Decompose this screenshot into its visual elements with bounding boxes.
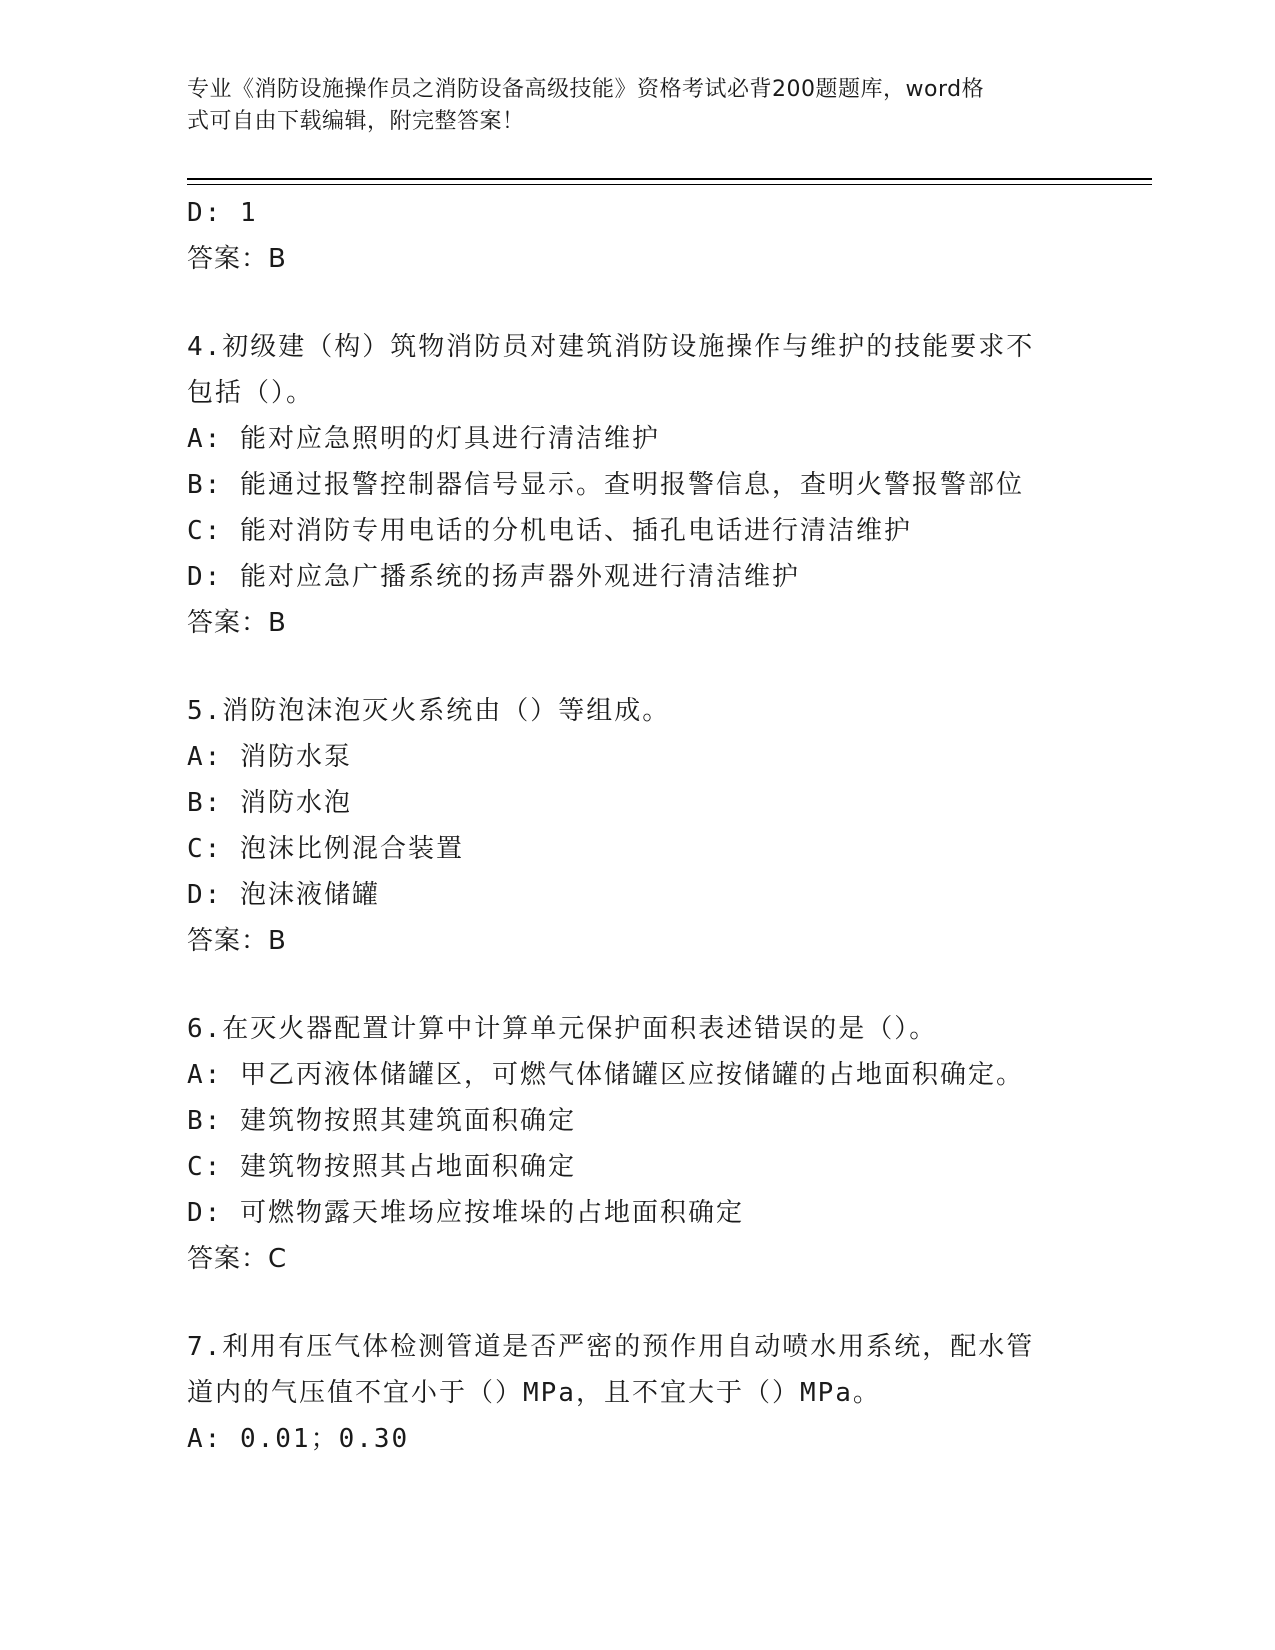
option-d: D: 能对应急广播系统的扬声器外观进行清洁维护 [187,562,800,592]
question-stem: 5.消防泡沫泡灭火系统由（）等组成。 [187,696,671,726]
question-stem-continued: 道内的气压值不宜小于（）MPa，且不宜大于（）MPa。 [187,1378,881,1408]
header-line-2: 式可自由下载编辑，附完整答案！ [187,109,525,134]
header-divider-thin [187,184,1152,185]
question-stem: 6.在灭火器配置计算中计算单元保护面积表述错误的是（）。 [187,1014,938,1044]
option-a: A: 0.01；0.30 [187,1424,410,1454]
option-a: A: 甲乙丙液体储罐区，可燃气体储罐区应按储罐的占地面积确定。 [187,1060,1024,1090]
option-c: C: 能对消防专用电话的分机电话、插孔电话进行清洁维护 [187,516,912,546]
option-b: B: 消防水泡 [187,788,352,818]
question-stem: 7.利用有压气体检测管道是否严密的预作用自动喷水用系统，配水管 [187,1332,1035,1362]
header-divider-thick [187,178,1152,180]
option-a: A: 能对应急照明的灯具进行清洁维护 [187,424,660,454]
option-b: B: 建筑物按照其建筑面积确定 [187,1106,576,1136]
option-d: D: 泡沫液储罐 [187,880,380,910]
question-3-tail [187,190,1087,282]
question-stem-continued: 包括（）。 [187,378,315,408]
question-4 [187,324,1087,646]
answer-text: 答案：B [187,244,287,274]
option-c: C: 建筑物按照其占地面积确定 [187,1152,576,1182]
answer-text: 答案：C [187,1244,288,1274]
answer-text: 答案：B [187,926,287,956]
option-b: B: 能通过报警控制器信号显示。查明报警信息，查明火警报警部位 [187,470,1024,500]
question-list [187,190,1087,1462]
option-d: D: 1 [187,198,258,228]
header-line-1: 专业《消防设施操作员之消防设备高级技能》资格考试必背200题题库，word格 [187,77,985,102]
question-6 [187,1006,1087,1282]
question-5 [187,688,1087,964]
question-stem: 4.初级建（构）筑物消防员对建筑消防设施操作与维护的技能要求不 [187,332,1035,362]
page-header [187,74,1067,138]
option-c: C: 泡沫比例混合装置 [187,834,464,864]
question-7 [187,1324,1087,1462]
option-a: A: 消防水泵 [187,742,352,772]
answer-text: 答案：B [187,608,287,638]
option-d: D: 可燃物露天堆场应按堆垛的占地面积确定 [187,1198,744,1228]
